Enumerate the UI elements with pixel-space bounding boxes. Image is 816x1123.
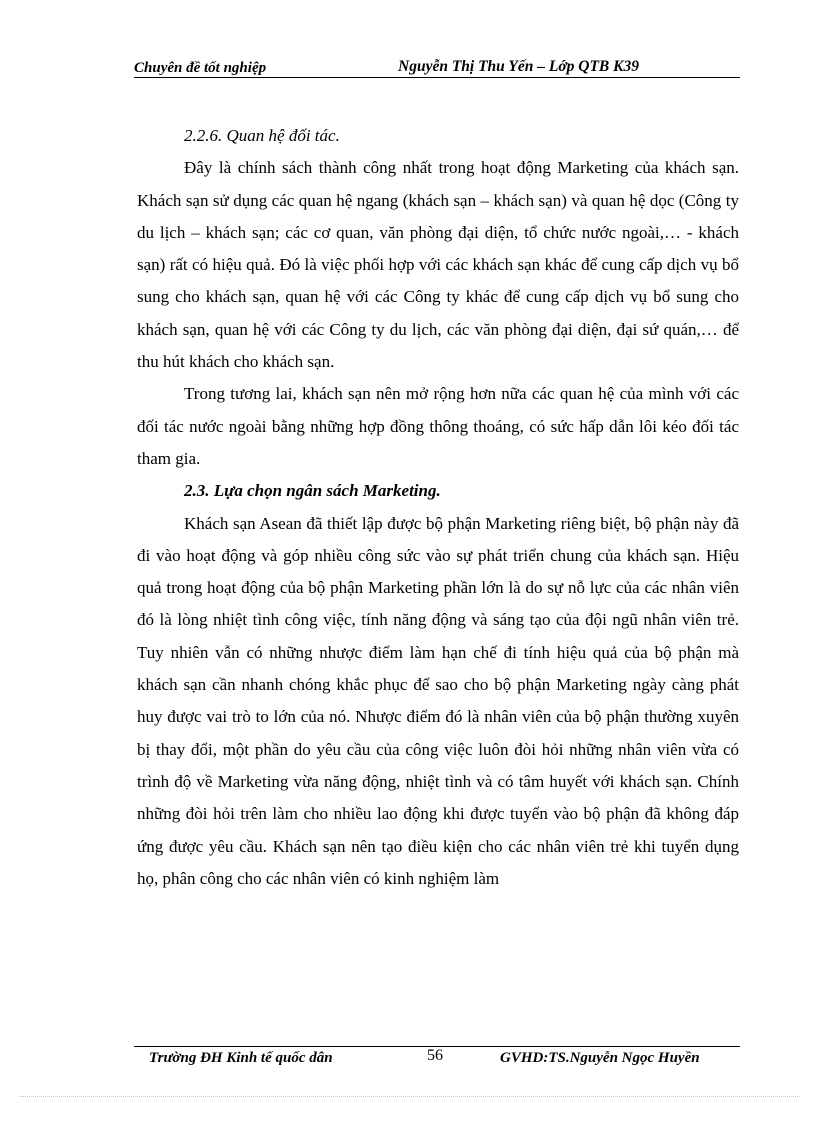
page-number: 56 xyxy=(427,1047,443,1064)
page-break-divider xyxy=(20,1096,800,1097)
footer-right: GVHD:TS.Nguyễn Ngọc Huyền xyxy=(500,1050,700,1066)
document-body xyxy=(137,120,739,895)
paragraph: Đây là chính sách thành công nhất trong hoạt động Marketing của khách sạn. Khách sạn sử dụng các quan hệ ngang (khách sạn – khách sạn) và quan hệ dọc (Công ty du lịch – khách sạn; các cơ quan, văn phòng đại diện, tổ chức nước ngoài,… - khách sạn) rất có hiệu quả. Đó là việc phối hợp với các khách sạn khác để cung cấp dịch vụ bổ sung cho khách sạn, quan hệ với các Công ty khác để cung cấp dịch vụ bổ sung cho khách sạn, quan hệ với các Công ty du lịch, các văn phòng đại diện, đại sứ quán,… để thu hút khách cho khách sạn. xyxy=(137,158,739,372)
paragraph: Khách sạn Asean đã thiết lập được bộ phận Marketing riêng biệt, bộ phận này đã đi vào hoạt động và góp nhiều công sức vào sự phát triển chung của khách sạn. Hiệu quả trong hoạt động của bộ phận Marketing phần lớn là do sự nỗ lực của các nhân viên đó là lòng nhiệt tình công việc, tính năng động và sáng tạo của đội ngũ nhân viên trẻ. Tuy nhiên vẫn có những nhược điểm làm hạn chế đi tính hiệu quả của bộ phận mà khách sạn cần nhanh chóng khắc phục để sao cho bộ phận Marketing ngày càng phát huy được vai trò to lớn của nó. Nhược điểm đó là nhân viên của bộ phận thường xuyên bị thay đổi, một phần do yêu cầu của công việc luôn đòi hỏi những nhân viên vừa có trình độ về Marketing vừa năng động, nhiệt tình và có tâm huyết với khách sạn. Chính những đòi hỏi trên làm cho nhiều lao động khi được tuyển vào bộ phận đã không đáp ứng được yêu cầu. Khách sạn nên tạo điều kiện cho các nhân viên trẻ khi tuyển dụng họ, phân công cho các nhân viên có kinh nghiệm làm xyxy=(137,513,739,888)
paragraph: Trong tương lai, khách sạn nên mở rộng hơn nữa các quan hệ của mình với các đối tác nước ngoài bằng những hợp đồng thông thoáng, có sức hấp dẫn lôi kéo đối tác tham gia. xyxy=(137,384,739,468)
section-heading-2-2-6: 2.2.6. Quan hệ đối tác. xyxy=(184,126,340,145)
section-heading-2-3: 2.3. Lựa chọn ngân sách Marketing. xyxy=(184,481,441,501)
header-left-title: Chuyên đề tốt nghiệp xyxy=(134,60,267,76)
footer-left: Trường ĐH Kinh tế quốc dân xyxy=(149,1050,333,1066)
header-rule xyxy=(134,77,740,78)
header-right-title: Nguyễn Thị Thu Yến – Lớp QTB K39 xyxy=(398,58,639,75)
